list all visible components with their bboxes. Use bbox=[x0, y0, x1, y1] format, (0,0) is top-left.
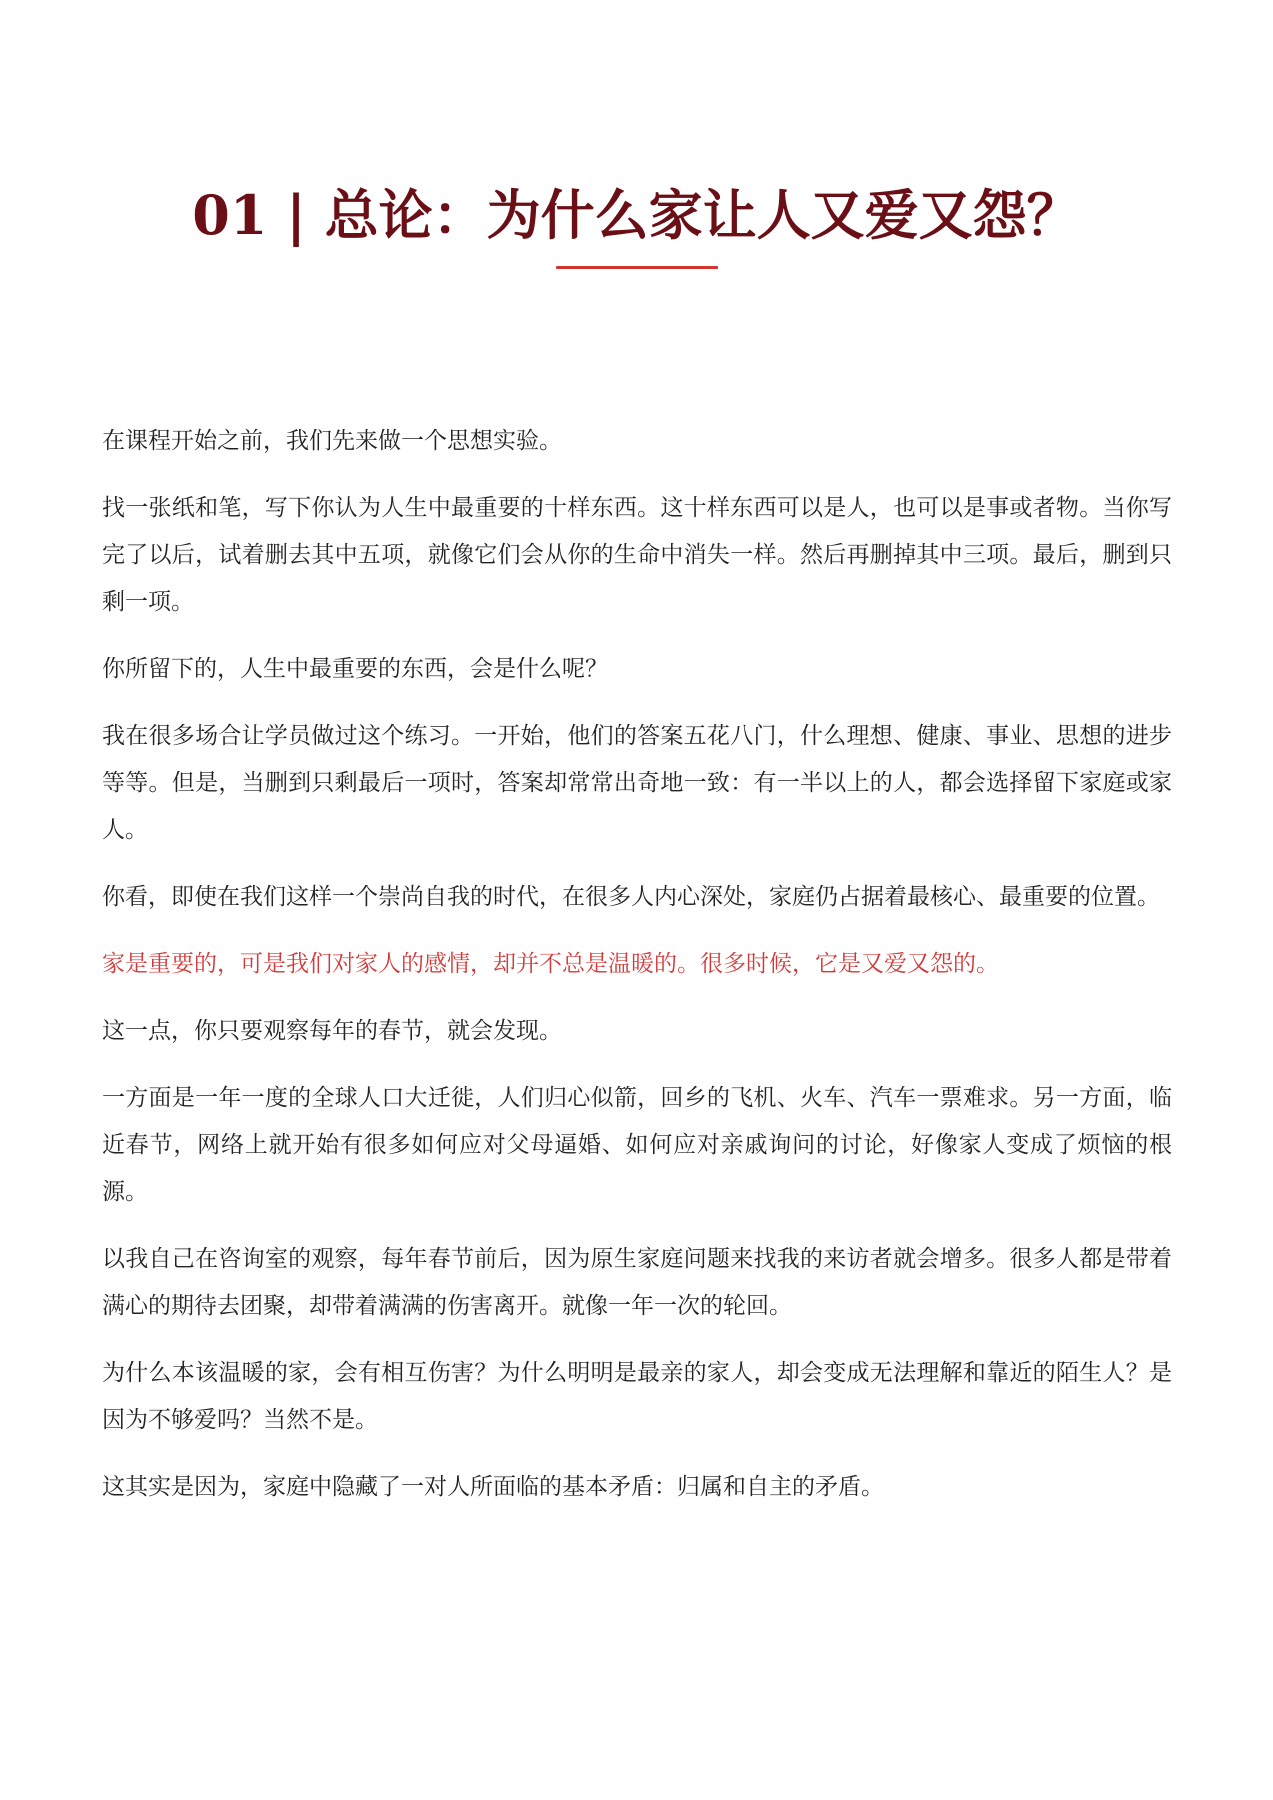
title-underline-divider bbox=[556, 266, 718, 269]
paragraph: 这一点，你只要观察每年的春节，就会发现。 bbox=[102, 1018, 562, 1044]
paragraph: 找一张纸和笔，写下你认为人生中最重要的十样东西。这十样东西可以是人，也可以是事或者物。当你写完了以后，试着删去其中五项，就像它们会从你的生命中消失一样。然后再删掉其中三项。最后，删到只剩一项。 bbox=[102, 495, 1172, 615]
paragraph: 为什么本该温暖的家，会有相互伤害？为什么明明是最亲的家人，却会变成无法理解和靠近的陌生人？是因为不够爱吗？当然不是。 bbox=[102, 1360, 1172, 1433]
paragraph: 你看，即使在我们这样一个崇尚自我的时代，在很多人内心深处，家庭仍占据着最核心、最重要的位置。 bbox=[102, 884, 1160, 910]
paragraph: 你所留下的，人生中最重要的东西，会是什么呢？ bbox=[102, 656, 608, 682]
paragraph: 以我自己在咨询室的观察，每年春节前后，因为原生家庭问题来找我的来访者就会增多。很多人都是带着满心的期待去团聚，却带着满满的伤害离开。就像一年一次的轮回。 bbox=[102, 1246, 1172, 1319]
paragraph: 我在很多场合让学员做过这个练习。一开始，他们的答案五花八门，什么理想、健康、事业、思想的进步等等。但是，当删到只剩最后一项时，答案却常常出奇地一致：有一半以上的人，都会选择留下家庭或家人。 bbox=[102, 723, 1172, 843]
article-body bbox=[102, 418, 1172, 1531]
page-title: 01 | 总论：为什么家让人又爱又怨？ bbox=[192, 183, 1081, 247]
paragraph: 这其实是因为，家庭中隐藏了一对人所面临的基本矛盾：归属和自主的矛盾。 bbox=[102, 1474, 884, 1500]
paragraph: 一方面是一年一度的全球人口大迁徙，人们归心似箭，回乡的飞机、火车、汽车一票难求。另一方面，临近春节，网络上就开始有很多如何应对父母逼婚、如何应对亲戚询问的讨论，好像家人变成了烦恼的根源。 bbox=[102, 1085, 1172, 1205]
paragraph: 在课程开始之前，我们先来做一个思想实验。 bbox=[102, 428, 562, 454]
highlighted-paragraph: 家是重要的，可是我们对家人的感情，却并不总是温暖的。很多时候，它是又爱又怨的。 bbox=[102, 951, 999, 977]
